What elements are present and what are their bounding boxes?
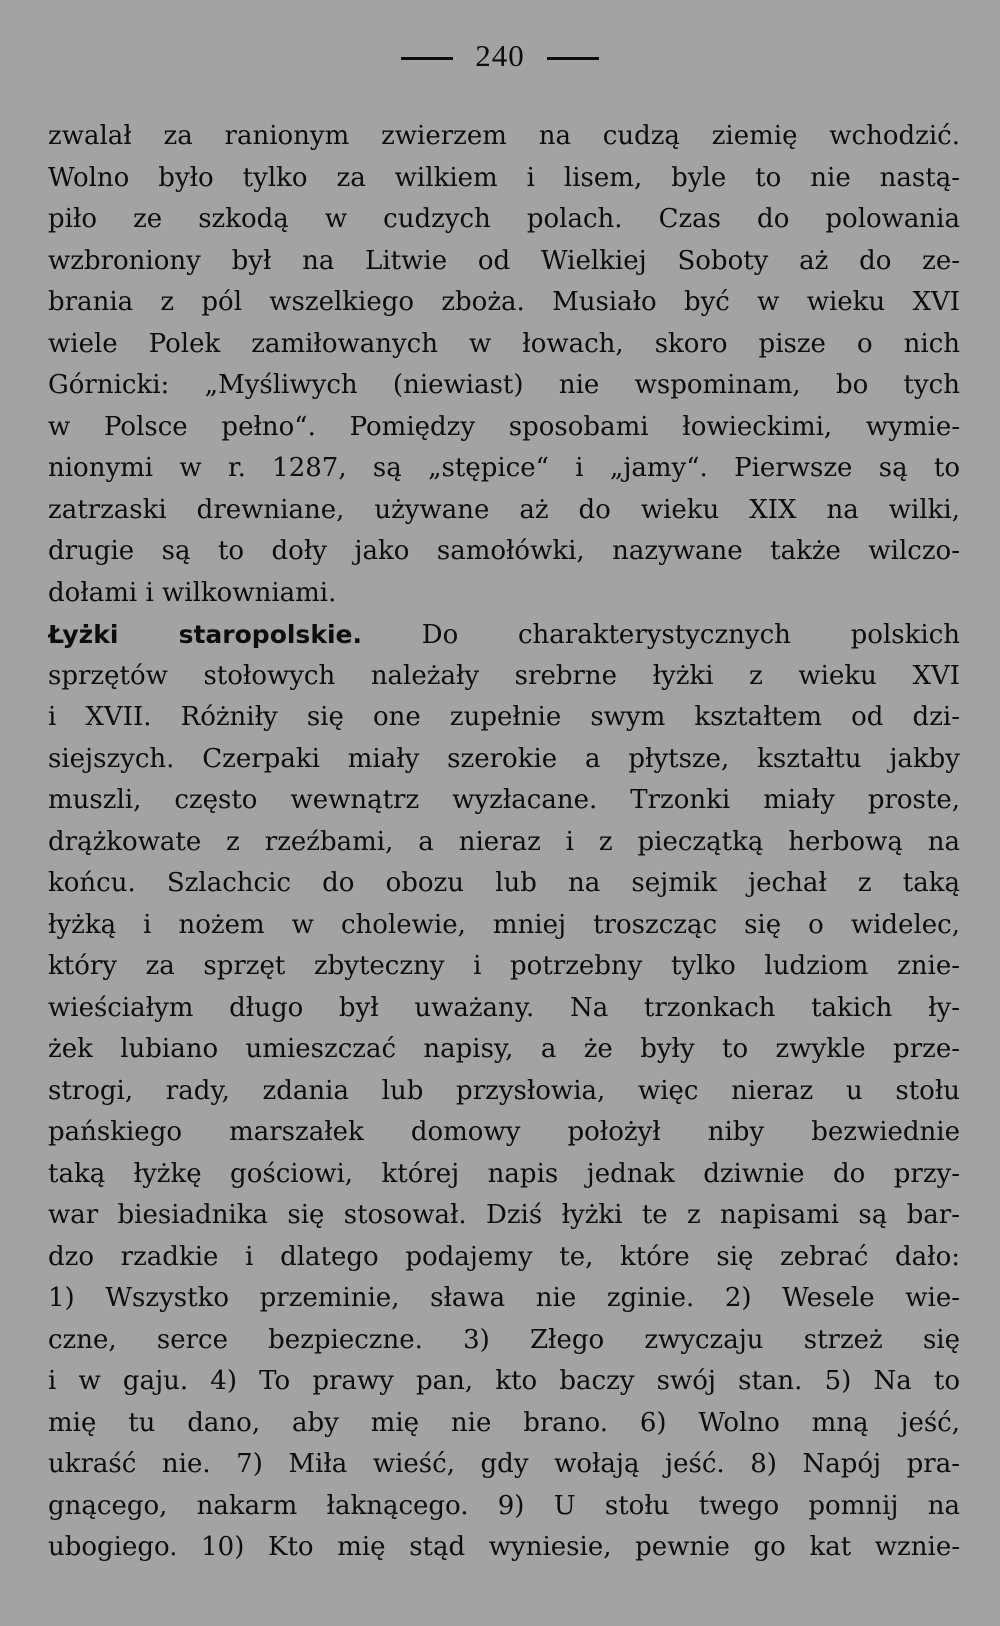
- left-dash: [401, 57, 453, 60]
- text-line: wieściałym długo był uważany. Na trzonkach takich ły-: [48, 992, 960, 1023]
- text-line: dzo rzadkie i dlatego podajemy te, które się zebrać dało:: [48, 1241, 960, 1272]
- text-line: strogi, rady, zdania lub przysłowia, więc nieraz u stołu: [48, 1075, 960, 1106]
- text-line: wiele Polek zamiłowanych w łowach, skoro pisze o nich: [48, 328, 960, 359]
- text-line: gnącego, nakarm łaknącego. 9) U stołu twego pomnij na: [48, 1490, 960, 1521]
- text-line: drążkowate z rzeźbami, a nieraz i z pieczątką herbową na: [48, 826, 960, 857]
- text-line: zwalał za ranionym zwierzem na cudzą ziemię wchodzić.: [48, 121, 960, 151]
- text-line: żek lubiano umieszczać napisy, a że były to zwykle prze-: [48, 1034, 960, 1064]
- text-line: ukraść nie. 7) Miła wieść, gdy wołają jeść. 8) Napój pra-: [48, 1449, 960, 1479]
- body-text: [48, 116, 960, 1569]
- text-line: mię tu dano, aby mię nie brano. 6) Wolno mną jeść,: [48, 1407, 960, 1438]
- text-line: brania z pól wszelkiego zboża. Musiało być w wieku XVI: [48, 287, 960, 317]
- text-line: łyżką i nożem w cholewie, mniej troszcząc się o widelec,: [48, 909, 960, 940]
- text-line: sprzętów stołowych należały srebrne łyżki z wieku XVI: [48, 660, 960, 691]
- text-line: wzbroniony był na Litwie od Wielkiej Soboty aż do ze-: [48, 245, 960, 276]
- section-first-line: [48, 614, 960, 656]
- section-heading: Łyżki staropolskie.: [48, 620, 362, 649]
- right-dash: [547, 57, 599, 60]
- text-line: Wolno było tylko za wilkiem i lisem, byle to nie nastą-: [48, 162, 960, 193]
- text-line: piło ze szkodą w cudzych polach. Czas do polowania: [48, 204, 960, 234]
- text-line: war biesiadnika się stosował. Dziś łyżki te z napisami są bar-: [48, 1200, 960, 1230]
- text-line: czne, serce bezpieczne. 3) Złego zwyczaju strzeż się: [48, 1324, 960, 1355]
- paragraph-hunting: [48, 116, 960, 614]
- text-line: Górnicki: „Myśliwych (niewiast) nie wspominam, bo tych: [48, 370, 960, 400]
- text-line: nionymi w r. 1287, są „stępice“ i „jamy“. Pierwsze są to: [48, 453, 960, 483]
- text-line: i w gaju. 4) To prawy pan, kto baczy swój stan. 5) Na to: [48, 1366, 960, 1396]
- text-fragment: Do charakterystycznych polskich: [421, 620, 960, 650]
- text-line: taką łyżkę gościowi, której napis jednak dziwnie do przy-: [48, 1158, 960, 1189]
- text-line: który za sprzęt zbyteczny i potrzebny tylko ludziom znie-: [48, 951, 960, 981]
- page-header: [0, 38, 1000, 74]
- text-line: muszli, często wewnątrz wyzłacane. Trzonki miały proste,: [48, 785, 960, 815]
- text-line: dołami i wilkowniami.: [48, 577, 337, 608]
- text-line: siejszych. Czerpaki miały szerokie a płytsze, kształtu jakby: [48, 743, 960, 774]
- text-line: w Polsce pełno“. Pomiędzy sposobami łowieckimi, wymie-: [48, 411, 960, 442]
- text-line: końcu. Szlachcic do obozu lub na sejmik jechał z taką: [48, 868, 960, 898]
- text-line: 1) Wszystko przeminie, sława nie zginie. 2) Wesele wie-: [48, 1283, 960, 1313]
- text-line: drugie są to doły jako samołówki, nazywane także wilczo-: [48, 536, 960, 566]
- text-line: i XVII. Różniły się one zupełnie swym kształtem od dzi-: [48, 702, 960, 732]
- paragraph-spoons: [48, 614, 960, 1569]
- text-line: zatrzaski drewniane, używane aż do wieku XIX na wilki,: [48, 494, 960, 525]
- text-line: pańskiego marszałek domowy położył niby bezwiednie: [48, 1117, 960, 1147]
- text-line: ubogiego. 10) Kto mię stąd wyniesie, pewnie go kat wznie-: [48, 1532, 960, 1562]
- page-number: 240: [475, 38, 525, 73]
